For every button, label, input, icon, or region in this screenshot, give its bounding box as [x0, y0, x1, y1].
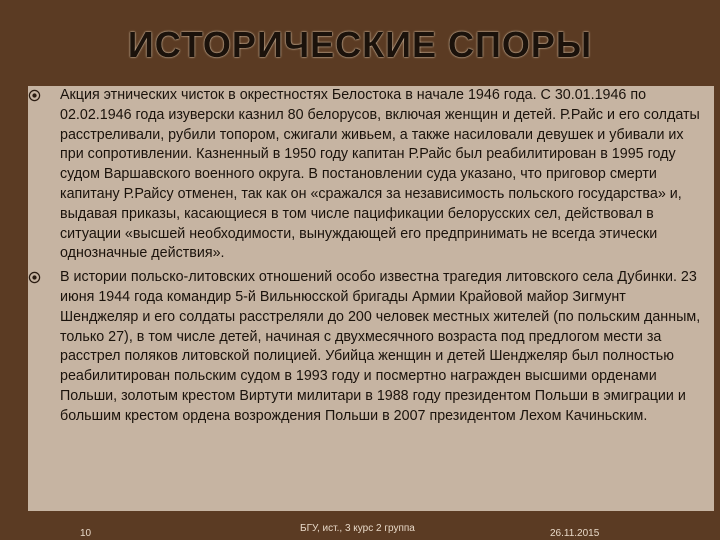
bullet-item-2	[28, 268, 714, 426]
bullet-list	[28, 86, 714, 427]
circle-bullet-icon	[28, 89, 41, 102]
content-panel	[28, 86, 714, 511]
slide-footer	[0, 518, 720, 540]
title-area	[0, 0, 720, 86]
page-number: 10	[80, 528, 92, 539]
slide-title: ИСТОРИЧЕСКИЕ СПОРЫ	[127, 24, 593, 65]
bullet-text-1: Акция этнических чисток в окрестностях Белостока в начале 1946 года. С 30.01.1946 по 02.02.1946 года изуверски казнил 80 белорусов, включая женщин и детей. Р.Райс и его солдаты расстреливали, рубили топором, сжигали живьем, а также насиловали девушек и убивали их при сопротивлении. Казненный в 1950 году капитан Р.Райс был реабилитирован в 1995 году судом Варшавского военного округа. В постановлении суда указано, что приговор смерти капитану Р.Райсу отменен, так как он «сражался за независимость польского государства» и, выдавая приказы, касающиеся в том числе пацификации белорусских сел, действовал в ситуации «высшей необходимости, вынуждающей его предпринимать не всегда этически однозначные действия».	[60, 87, 700, 262]
footer-text: БГУ, ист., 3 курс 2 группа	[300, 523, 415, 534]
circle-bullet-icon	[28, 271, 41, 284]
bullet-text-2: В истории польско-литовских отношений особо известна трагедия литовского села Дубинки. 23 июня 1944 года командир 5-й Вильнюсской бригады Армии Крайовой майор Зигмунт Шенджеляр и его солдаты расстреляли до 200 человек местных жителей (по польским данным, только 27), в том числе детей, начиная с двухмесячного возраста под предлогом мести за расстрел поляков литовской полицией. Убийца женщин и детей Шенджеляр был полностью реабилитирован польским судом в 1993 году и посмертно награжден высшими орденами Польши, золотым крестом Виртути милитари в 1988 году президентом Польши в эмиграции и большим крестом ордена возрождения Польши в 2007 президентом Лехом Качиньским.	[60, 269, 701, 424]
bullet-item-1	[28, 86, 714, 264]
footer-date: 26.11.2015	[550, 528, 600, 539]
